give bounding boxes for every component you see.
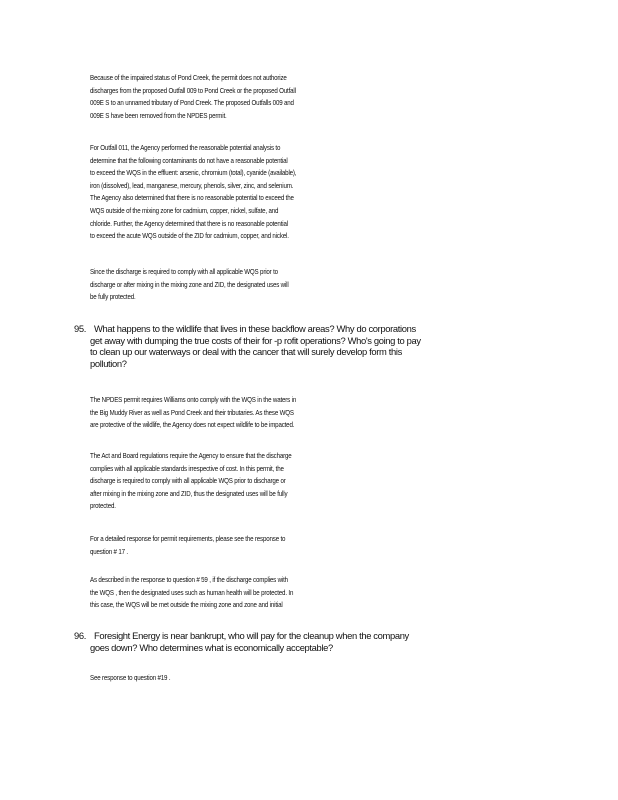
text-line: The Agency also determined that there is no reasonable potential to exceed the [90, 193, 294, 203]
text-line: iron (dissolved), lead, manganese, mercury, phenols, silver, zinc, and selenium. [90, 180, 294, 190]
text-line: be fully protected. [90, 292, 136, 302]
text-line: discharges from the proposed Outfall 009 to Pond Creek or the proposed Outfall [90, 85, 296, 95]
text-line: See response to question #19 . [90, 673, 171, 682]
text-line: The Act and Board regulations require the Agency to ensure that the discharge [90, 451, 292, 460]
question-text-line: pollution? [90, 357, 127, 369]
text-line: 009E S to an unnamed tributary of Pond Creek. The proposed Outfalls 009 and [90, 98, 294, 108]
question-number: 96. [74, 630, 86, 641]
question-text-line: What happens to the wildlife that lives in these backflow areas? Why do corporations [94, 323, 416, 334]
text-line: WQS outside of the mixing zone for cadmium, copper, nickel, sulfate, and [90, 205, 279, 215]
question-text-line: to clean up our waterways or deal with the cancer that will surely develop form this [90, 346, 402, 357]
text-line: are protective of the wildlife, the Agency does not expect wildlife to be impacted. [90, 420, 295, 430]
response-paragraph [90, 72, 540, 122]
text-line: question # 17 . [90, 546, 128, 556]
text-line: to exceed the WQS in the effluent: arsenic, chromium (total), cyanide (available), [90, 168, 297, 178]
question-text-line: get away with dumping the true costs of their for -p rofit operations? Who's going to pay [90, 334, 421, 346]
text-line: the Big Muddy River as well as Pond Creek and their tributaries. As these WQS [90, 407, 294, 417]
text-line: The NPDES permit requires Williams onto comply with the WQS in the waters in [90, 395, 297, 404]
text-line: chloride. Further, the Agency determined that there is no reasonable potential [90, 218, 288, 228]
text-line: For Outfall 011, the Agency performed the reasonable potential analysis to [90, 143, 281, 152]
response-paragraph [90, 533, 540, 558]
text-line: 009E S have been removed from the NPDES permit. [90, 110, 227, 120]
text-line: Because of the impaired status of Pond Creek, the permit does not authorize [90, 73, 287, 82]
text-line: to exceed the acute WQS outside of the ZID for cadmium, copper, and nickel. [90, 231, 289, 241]
response-paragraph [90, 266, 540, 304]
text-line: protected. [90, 501, 116, 511]
response-paragraph [90, 142, 540, 243]
text-line: discharge is required to comply with all applicable WQS prior to discharge or [90, 476, 286, 486]
text-line: discharge or after mixing in the mixing zone and ZID, the designated uses will [90, 279, 289, 289]
text-line: this case, the WQS will be met outside the mixing zone and zone and initial [90, 600, 283, 610]
text-line: complies with all applicable standards irrespective of cost. In this permit, the [90, 463, 284, 473]
text-line: For a detailed response for permit requirements, please see the response to [90, 534, 286, 543]
question-text-line: goes down? Who determines what is economically acceptable? [90, 641, 333, 653]
question-text-line: Foresight Energy is near bankrupt, who will pay for the cleanup when the company [94, 630, 409, 641]
text-line: the WQS , then the designated uses such as human health will be protected. In [90, 587, 294, 597]
question-number: 95. [74, 323, 86, 334]
response-paragraph [90, 450, 540, 513]
text-line: determine that the following contaminants do not have a reasonable potential [90, 155, 288, 165]
response-paragraph [90, 672, 540, 685]
response-paragraph [90, 394, 540, 432]
response-paragraph [90, 574, 540, 612]
text-line: As described in the response to question # 59 , if the discharge complies with [90, 575, 288, 584]
question-96 [74, 630, 574, 653]
text-line: Since the discharge is required to comply with all applicable WQS prior to [90, 267, 278, 276]
text-line: after mixing in the mixing zone and ZID, thus the designated uses will be fully [90, 488, 288, 498]
question-95 [74, 323, 574, 369]
